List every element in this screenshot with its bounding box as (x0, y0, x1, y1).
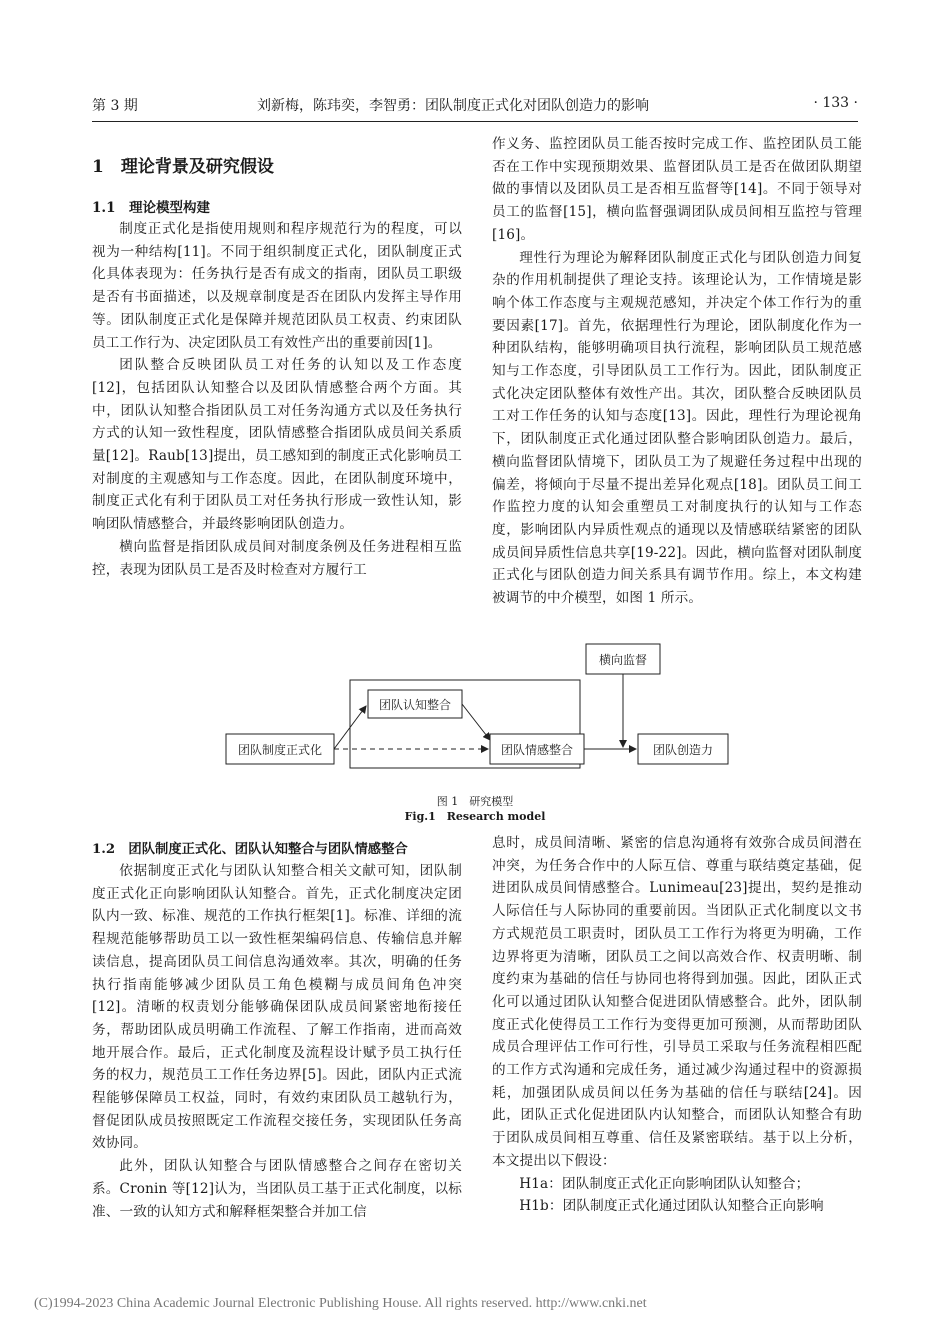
paragraph: 横向监督是指团队成员间对制度条例及任务进程相互监控，表现为团队员工是否及时检查对方履行工 (92, 538, 462, 578)
moderator-label: 横向监督 (598, 653, 648, 667)
research-model-figure (220, 642, 740, 792)
header-authors-title: 刘新梅，陈玮奕，李智勇：团队制度正式化对团队创造力的影响 (257, 98, 649, 114)
copyright-footer: (C)1994-2023 China Academic Journal Electronic Publishing House. All rights reserved. http://www.cnki.net (34, 1296, 647, 1311)
paragraph: 作义务、监控团队员工能否按时完成工作、监控团队员工能否在工作中实现预期效果、监督团队员工是否在做团队期望做的事情以及团队员工是否相互监督等[14]。不同于领导对员工的监督[15]，横向监督强调团队成员间相互监控与管理[16]。 (492, 136, 862, 243)
right-column-bottom (492, 832, 862, 1218)
issue-number: 第 3 期 (92, 98, 138, 114)
formalization-label: 团队制度正式化 (237, 743, 323, 757)
paragraph: 依据制度正式化与团队认知整合相关文献可知，团队制度正式化正向影响团队认知整合。首先，正式化制度决定团队内一致、标准、规范的工作执行框架[1]。标准、详细的流程规范能够帮助员工以一致性框架编码信息、传输信息并解读信息，提高团队员工间信息沟通效率。其次，明确的任务执行指南能够减少团队员工角色模糊与成员间角色冲突[12]。清晰的权责划分能够确保团队成员间紧密地衔接任务，帮助团队成员明确工作流程、了解工作指南，进而高效地开展合作。最后，正式化制度及流程设计赋予员工执行任务的权力，规范员工工作任务边界[5]。因此，团队内正式流程能够保障员工权益，同时，有效约束团队员工越轨行为，督促团队成员按照既定工作流程交接任务，实现团队任务高效协同。 (92, 863, 462, 1152)
paragraph: 团队整合反映团队员工对任务的认知以及工作态度[12]，包括团队认知整合以及团队情感整合两个方面。其中，团队认知整合指团队员工对任务沟通方式以及任务执行方式的认知一致性程度，团队情感整合指团队成员间关系质量[12]。Raub[13]提出，员工感知到的制度正式化影响员工对制度的主观感知与工作态度。因此，在团队制度环境中，制度正式化有利于团队员工对任务执行形成一致性认知，影响团队情感整合，并最终影响团队创造力。 (92, 357, 462, 533)
figure-caption-en: Fig.1 Research model (404, 810, 546, 823)
subsection-title-1-1: 1.1 理论模型构建 (92, 200, 210, 216)
running-header (92, 95, 858, 117)
creativity-label: 团队创造力 (652, 743, 714, 757)
hypothesis-h1a: H1a：团队制度正式化正向影响团队认知整合； (519, 1175, 810, 1192)
subsection-title-1-2: 1.2 团队制度正式化、团队认知整合与团队情感整合 (92, 842, 408, 857)
figure-caption-cn: 图 1 研究模型 (436, 795, 514, 808)
section-title: 1 理论背景及研究假设 (92, 157, 274, 177)
cognitive-integration-label: 团队认知整合 (378, 698, 452, 712)
header-rule (92, 121, 858, 122)
page-number: · 133 · (813, 95, 858, 111)
paragraph: 制度正式化是指使用规则和程序规范行为的程度，可以视为一种结构[11]。不同于组织制度正式化，团队制度正式化具体表现为：任务执行是否有成文的指南，团队员工职级是否有书面描述，以及规章制度是否在团队内发挥主导作用等。团队制度正式化是保障并规范团队员工权责、约束团队员工工作行为、决定团队员工有效性产出的重要前因[1]。 (92, 221, 462, 351)
left-column-bottom (92, 860, 462, 1223)
hypothesis-h1b: H1b：团队制度正式化通过团队认知整合正向影响 (519, 1198, 824, 1215)
paragraph: 理性行为理论为解释团队制度正式化与团队创造力间复杂的作用机制提供了理论支持。该理论认为，工作情境是影响个体工作态度与主观规范感知，并决定个体工作行为的重要因素[17]。首先，依据理性行为理论，团队制度化作为一种团队结构，能够明确项目执行流程，影响团队员工规范感知与工作态度，引导团队员工工作行为。因此，团队制度正式化决定团队整体有效性产出。其次，团队整合反映团队员工对工作任务的认知与态度[13]。因此，理性行为理论视角下，团队制度正式化通过团队整合影响团队创造力。最后，横向监督团队情境下，团队员工为了规避任务过程中出现的偏差，将倾向于尽量不提出差异化观点[18]。团队员工间工作监控力度的认知会重塑员工对制度执行的认知与工作态度，影响团队内异质性观点的通现以及情感联结紧密的团队成员间异质性信息共享[19-22]。因此，横向监督对团队制度正式化与团队创造力间关系具有调节作用。综上，本文构建被调节的中介模型，如图 1 所示。 (492, 249, 862, 607)
paragraph: 息时，成员间清晰、紧密的信息沟通将有效弥合成员间潜在冲突，为任务合作中的人际互信、尊重与联结奠定基础，促进团队成员间情感整合。Lunimeau[23]提出，契约是推动人际信任与人际协同的重要前因。当团队正式化制度以文书方式规范员工职责时，团队员工工作行为将更为明确，工作边界将更为清晰，团队员工之间以高效合作、权责明晰、制度约束为基础的信任与协同也将得到加强。因此，团队正式化可以通过团队认知整合促进团队情感整合。此外，团队制度正式化使得员工工作行为变得更加可预测，从而帮助团队成员合理评估工作可行性，引导员工采取与任务流程相匹配的工作方式沟通和完成任务，通过减少沟通过程中的资源损耗，加强团队成员间以任务为基础的信任与联结[24]。因此，团队正式化促进团队内认知整合，而团队认知整合有助于团队成员间相互尊重、信任及紧密联结。基于以上分析，本文提出以下假设： (492, 835, 862, 1169)
affective-integration-label: 团队情感整合 (500, 743, 574, 757)
paragraph: 此外，团队认知整合与团队情感整合之间存在密切关系。Cronin 等[12]认为，当团队员工基于正式化制度，以标准、一致的认知方式和解释框架整合并加工信 (92, 1158, 462, 1220)
right-column-top (492, 133, 862, 610)
arrow-cognitive-to-affective (462, 704, 490, 740)
left-column-top (92, 218, 462, 581)
